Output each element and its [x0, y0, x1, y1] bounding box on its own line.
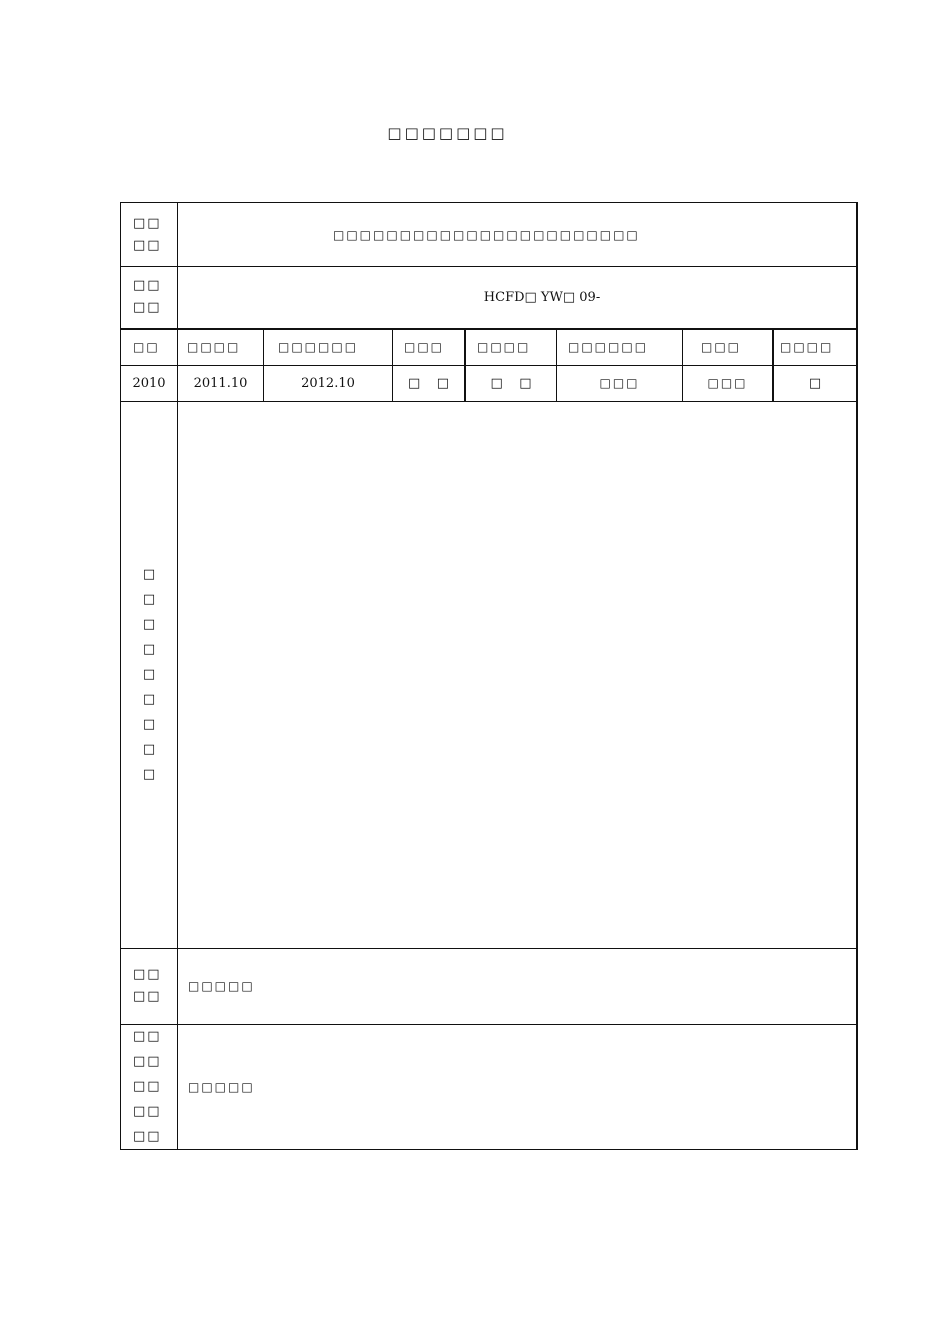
info-value-cell: 2010: [121, 365, 178, 401]
info-header-cell: □□□□: [780, 339, 834, 354]
info-header-cell: □□□: [393, 328, 466, 365]
info-header-cell: □□: [121, 328, 178, 365]
label-char: □: [142, 742, 156, 757]
approval-row: [121, 1024, 856, 1149]
info-header-cell: □□□□: [178, 328, 264, 365]
label-char: □: [142, 592, 156, 607]
info-value-cell: 2012.10: [264, 365, 393, 401]
label-line: □□: [133, 967, 162, 982]
approval-value: [178, 1024, 856, 1149]
info-header-cell: □□□□□□: [557, 328, 683, 365]
project-code-row: [121, 266, 856, 330]
info-value-cell: □□□: [557, 365, 683, 401]
label-line: □□: [133, 1029, 162, 1044]
label-char: □: [142, 767, 156, 782]
project-name-row: [121, 203, 856, 267]
project-code-value: [178, 266, 856, 328]
info-header-cell: □□□: [683, 328, 774, 365]
label-line: □□: [133, 278, 162, 293]
approval-label: [121, 1024, 178, 1149]
review-row: [121, 948, 856, 1025]
label-line: □□: [133, 1054, 162, 1069]
info-value-cell: □: [808, 375, 822, 391]
label-line: □□: [133, 300, 162, 315]
label-char: □: [142, 617, 156, 632]
content-body: [178, 401, 856, 948]
label-char: □: [142, 692, 156, 707]
review-label: [121, 948, 178, 1024]
project-name-text: □□□□□□□□□□□□□□□□□□□□□□□: [333, 227, 640, 242]
content-row: [121, 401, 856, 949]
info-value-cell: □ □: [466, 365, 557, 401]
page-title: □□□□□□□: [387, 124, 508, 142]
label-char: □: [142, 642, 156, 657]
info-header-cell: □□□□□□: [264, 328, 393, 365]
info-value-cell: □□□: [683, 365, 774, 401]
label-char: □: [142, 717, 156, 732]
project-name-value: [178, 203, 856, 266]
project-code-label: [121, 266, 178, 328]
label-char: □: [142, 567, 156, 582]
label-line: □□: [133, 215, 162, 231]
approval-text: □□□□□: [188, 1079, 255, 1094]
review-text: □□□□□: [188, 979, 255, 993]
label-line: □□: [133, 989, 162, 1004]
label-line: □□: [133, 237, 162, 253]
label-line: □□: [133, 1079, 162, 1094]
project-code-text: HCFD□ YW□ 09-: [483, 289, 601, 305]
info-header-row: [121, 328, 856, 366]
review-value: [178, 948, 856, 1024]
label-line: □□: [133, 1129, 162, 1144]
label-char: □: [142, 667, 156, 682]
content-label: [121, 401, 178, 948]
label-line: □□: [133, 1104, 162, 1119]
project-name-label: [121, 203, 178, 266]
info-header-cell: □□□□: [466, 328, 557, 365]
info-values-row: [121, 365, 856, 402]
info-value-cell: □ □: [393, 365, 466, 401]
info-value-cell: 2011.10: [178, 365, 264, 401]
form-table: [120, 202, 858, 1150]
